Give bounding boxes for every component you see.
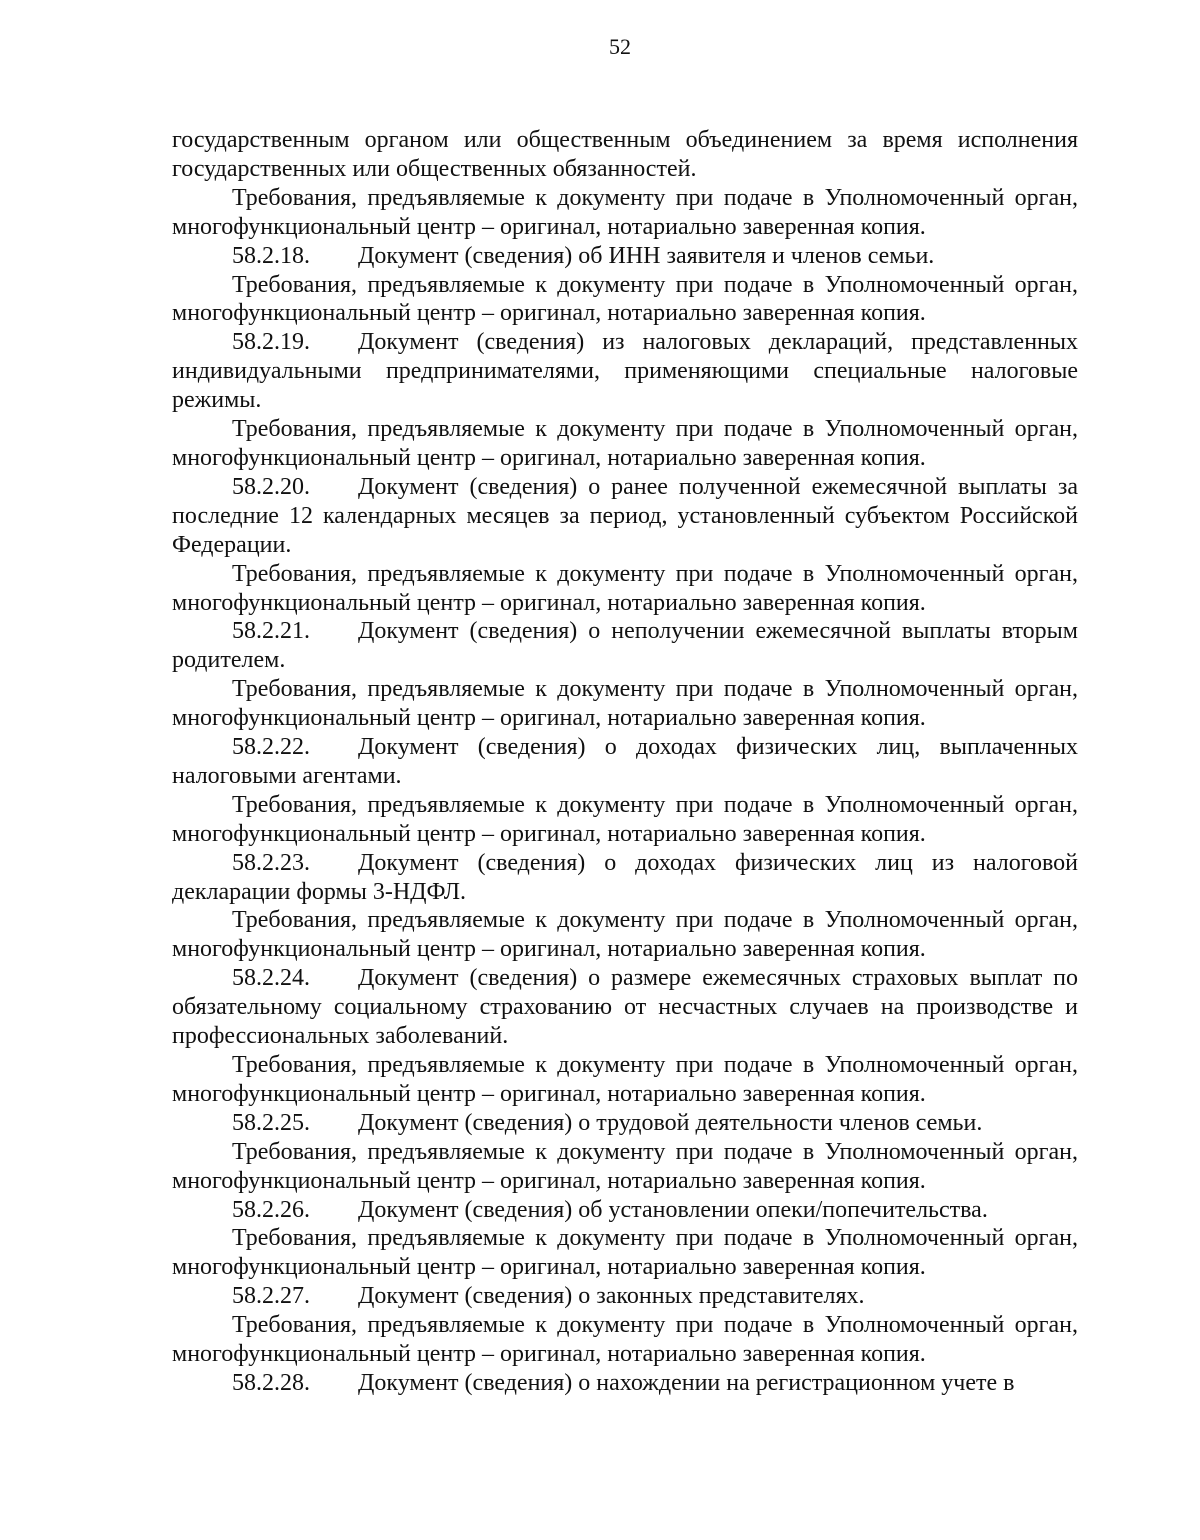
requirement-paragraph: Требования, предъявляемые к документу при подаче в Уполномоченный орган, многофункциональный центр – оригинал, нотариально заверенная копия. [172, 1138, 1078, 1194]
item-number: 58.2.21. [232, 618, 310, 645]
requirement-paragraph: Требования, предъявляемые к документу при подаче в Уполномоченный орган, многофункциональный центр – оригинал, нотариально заверенная копия. [172, 1052, 1078, 1107]
list-item [172, 617, 1078, 675]
list-item [172, 473, 1078, 560]
item-number: 58.2.20. [232, 473, 310, 500]
list-item [172, 328, 1078, 415]
requirement-paragraph: Требования, предъявляемые к документу при подаче в Уполномоченный орган, многофункциональный центр – оригинал, нотариально заверенная копия. [172, 184, 1078, 240]
requirement-paragraph: Требования, предъявляемые к документу при подаче в Уполномоченный орган, многофункциональный центр – оригинал, нотариально заверенная копия. [172, 676, 1078, 732]
requirement-paragraph: Требования, предъявляемые к документу при подаче в Уполномоченный орган, многофункциональный центр – оригинал, нотариально заверенная копия. [172, 1312, 1078, 1368]
requirement-paragraph: Требования, предъявляемые к документу при подаче в Уполномоченный орган, многофункциональный центр – оригинал, нотариально заверенная копия. [172, 907, 1078, 963]
requirement-paragraph: Требования, предъявляемые к документу при подаче в Уполномоченный орган, многофункциональный центр – оригинал, нотариально заверенная копия. [172, 1225, 1078, 1281]
item-number: 58.2.25. [232, 1109, 310, 1136]
item-text: Документ (сведения) из налоговых деклараций, представленных индивидуальными предпринимателями, применяющими специальные налоговые режимы. [172, 329, 1078, 414]
item-number: 58.2.26. [232, 1196, 310, 1223]
list-item [172, 733, 1078, 791]
item-text: Документ (сведения) о нахождении на регистрационном учете в [358, 1369, 1015, 1396]
requirement-paragraph: Требования, предъявляемые к документу при подаче в Уполномоченный орган, многофункциональный центр – оригинал, нотариально заверенная копия. [172, 560, 1078, 616]
item-text: Документ (сведения) о законных представителях. [358, 1283, 865, 1310]
item-text: Документ (сведения) о доходах физических лиц из налоговой декларации формы 3-НДФЛ. [172, 849, 1078, 905]
item-number: 58.2.28. [232, 1369, 310, 1396]
item-text: Документ (сведения) о ранее полученной ежемесячной выплаты за последние 12 календарных месяцев за период, установленный субъектом Российской Федерации. [172, 473, 1078, 558]
item-number: 58.2.23. [232, 849, 310, 876]
list-item [172, 849, 1078, 907]
item-number: 58.2.27. [232, 1283, 310, 1310]
item-text: Документ (сведения) о трудовой деятельности членов семьи. [358, 1109, 983, 1136]
item-text: Документ (сведения) о неполучении ежемесячной выплаты вторым родителем. [172, 618, 1078, 674]
list-item [172, 1369, 1078, 1398]
page-number: 52 [609, 34, 631, 59]
requirement-paragraph: Требования, предъявляемые к документу при подаче в Уполномоченный орган, многофункциональный центр – оригинал, нотариально заверенная копия. [172, 416, 1078, 471]
item-text: Документ (сведения) об ИНН заявителя и членов семьи. [358, 242, 935, 269]
item-text: Документ (сведения) о размере ежемесячных страховых выплат по обязательному социальному страхованию от несчастных случаев на производстве и профессиональных заболеваний. [172, 965, 1078, 1050]
item-text: Документ (сведения) о доходах физических лиц, выплаченных налоговыми агентами. [172, 734, 1078, 789]
list-item [172, 242, 1078, 271]
item-number: 58.2.18. [232, 242, 310, 269]
item-number: 58.2.24. [232, 965, 310, 992]
list-item [172, 1282, 1078, 1311]
list-item [172, 1196, 1078, 1225]
item-text: Документ (сведения) об установлении опеки/попечительства. [358, 1196, 988, 1223]
requirement-paragraph: Требования, предъявляемые к документу при подаче в Уполномоченный орган, многофункциональный центр – оригинал, нотариально заверенная копия. [172, 791, 1078, 847]
document-body [172, 126, 1078, 1398]
requirement-paragraph: Требования, предъявляемые к документу при подаче в Уполномоченный орган, многофункциональный центр – оригинал, нотариально заверенная копия. [172, 271, 1078, 327]
item-number: 58.2.19. [232, 329, 310, 356]
list-item [172, 964, 1078, 1051]
list-item [172, 1109, 1078, 1138]
opening-paragraph: государственным органом или общественным объединением за время исполнения государственных или общественных обязанностей. [172, 127, 1078, 182]
item-number: 58.2.22. [232, 734, 310, 761]
